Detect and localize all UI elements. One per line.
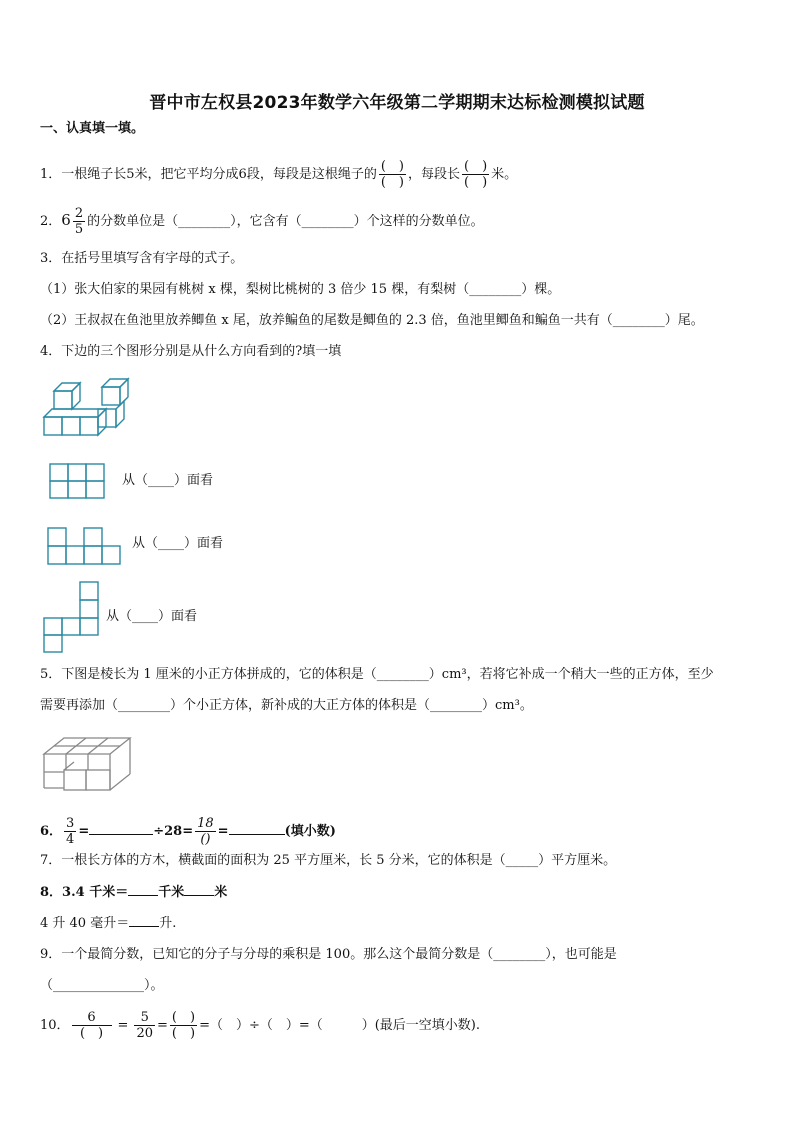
q8-blank-1[interactable] <box>128 883 158 896</box>
q10-number: 10． <box>40 1018 70 1033</box>
view-figure-1 <box>48 462 108 500</box>
question-8-line1 <box>40 883 227 902</box>
q10-frac1-num: 6 <box>72 1010 112 1026</box>
q10-tail: =（ ）÷（ ）=（ ）(最后一空填小数). <box>199 1018 481 1033</box>
q8-text-4: 4 升 40 毫升＝ <box>40 916 130 931</box>
view-label-3: 从（____）面看 <box>106 609 198 624</box>
q2-number: 2． <box>40 214 62 229</box>
question-7: 7．一根长方体的方木，横截面的面积为 25 平方厘米，长 5 分米，它的体积是（_____）平方厘米。 <box>40 853 617 868</box>
q1-frac2-den: ( ) <box>464 175 488 190</box>
q10-fraction-3 <box>170 1010 197 1041</box>
q6-fraction <box>64 816 76 847</box>
q6-number: 6． <box>40 824 63 839</box>
question-2 <box>40 206 484 237</box>
cube-block-figure <box>42 732 134 794</box>
q6-frac-num: 3 <box>66 816 75 831</box>
question-5-line2: 需要再添加（________）个小正方体，新补成的大正方体的体积是（________）cm³。 <box>40 698 533 713</box>
section-heading: 一、认真填一填。 <box>40 121 145 136</box>
q8-text-1: 8．3.4 千米＝ <box>40 885 129 900</box>
question-10 <box>40 1010 480 1041</box>
page-title: 晋中市左权县2023年数学六年级第二学期期末达标检测模拟试题 <box>149 93 645 113</box>
q1-text-mid: ，每段长 <box>407 167 460 182</box>
q8-blank-2[interactable] <box>184 883 214 896</box>
q2-frac-den: 5 <box>74 222 84 237</box>
question-9-line1: 9．一个最简分数，已知它的分子与分母的乘积是 100。那么这个最简分数是（________），也可能是 <box>40 947 617 962</box>
q6-blank-1[interactable] <box>89 822 153 835</box>
q8-text-5: 升. <box>159 916 177 931</box>
question-3-sub1: （1）张大伯家的果园有桃树 x 棵，梨树比桃树的 3 倍少 15 棵，有梨树（________）棵。 <box>40 282 561 297</box>
q10-eq1: = <box>117 1018 129 1033</box>
question-1 <box>40 159 517 190</box>
q1-fraction-1 <box>379 159 406 190</box>
q8-text-2: 千米 <box>158 885 185 900</box>
question-3-head: 3．在括号里填写含有字母的式子。 <box>40 251 244 266</box>
view-figure-2 <box>46 526 126 566</box>
q6-frac2-num: 18 <box>197 816 214 831</box>
q1-frac2-num: ( ) <box>464 159 488 174</box>
q2-whole: 6 <box>61 211 71 229</box>
q10-frac3-den: ( ) <box>171 1026 196 1041</box>
q6-tail: (填小数) <box>284 824 336 839</box>
q8-text-3: 米 <box>214 885 228 900</box>
q2-frac-num: 2 <box>74 206 84 221</box>
view-label-1: 从（____）面看 <box>122 473 214 488</box>
question-3-sub2: （2）王叔叔在鱼池里放养鲫鱼 x 尾，放养鳊鱼的尾数是鲫鱼的 2.3 倍，鱼池里鲫鱼和鳊鱼一共有（________）尾。 <box>40 313 704 328</box>
question-9-line2: （______________）。 <box>40 978 164 993</box>
q6-fraction-2 <box>195 816 216 847</box>
view-label-2: 从（____）面看 <box>132 536 224 551</box>
q10-fraction-2 <box>134 1010 155 1041</box>
q1-frac1-num: ( ) <box>380 159 404 174</box>
q6-mid: ÷28= <box>153 824 194 839</box>
question-4-head: 4．下边的三个图形分别是从什么方向看到的?填一填 <box>40 344 342 359</box>
q1-text-pre: 1．一根绳子长5米，把它平均分成6段，每段是这根绳子的 <box>40 167 377 182</box>
q10-fraction-1 <box>72 1010 112 1041</box>
q1-text-post: 米。 <box>491 167 518 182</box>
q6-frac2-den: () <box>200 832 211 847</box>
q1-fraction-2 <box>462 159 489 190</box>
q10-frac2-den: 20 <box>136 1026 153 1041</box>
q10-frac3-num: ( ) <box>171 1010 196 1025</box>
q1-frac1-den: ( ) <box>380 175 404 190</box>
question-6 <box>40 816 336 847</box>
q6-eq1: = <box>78 824 90 839</box>
view-figure-3 <box>42 580 102 654</box>
q6-frac-den: 4 <box>66 832 75 847</box>
question-8-line2 <box>40 914 176 933</box>
q8-blank-3[interactable] <box>129 914 159 927</box>
q2-fraction <box>73 206 85 237</box>
q6-eq2: = <box>217 824 229 839</box>
cube-stack-figure <box>40 375 130 439</box>
q10-frac1-den: ( ) <box>79 1026 104 1041</box>
q2-text: 的分数单位是（________），它含有（________）个这样的分数单位。 <box>87 214 484 229</box>
q10-frac2-num: 5 <box>134 1010 155 1026</box>
q10-eq2: = <box>157 1018 168 1033</box>
q6-blank-2[interactable] <box>229 822 285 835</box>
question-5-line1: 5．下图是棱长为 1 厘米的小正方体拼成的，它的体积是（________）cm³，若将它补成一个稍大一些的正方体，至少 <box>40 667 714 682</box>
